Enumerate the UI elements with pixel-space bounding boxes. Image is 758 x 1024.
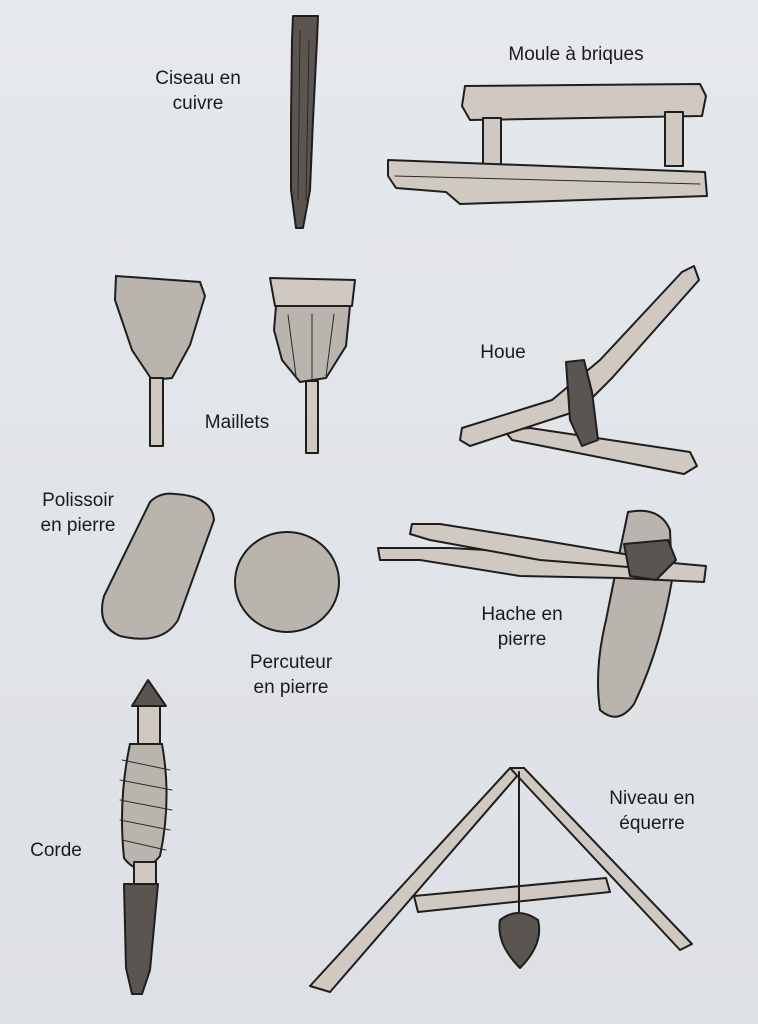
label-axe-line2: pierre [497, 629, 547, 650]
label-hoe-line1: Houe [480, 342, 526, 363]
label-hammerstone-line1: Percuteur [249, 652, 333, 673]
label-hoe [470, 340, 536, 365]
cord [120, 680, 172, 994]
label-mallets-line1: Maillets [204, 412, 270, 433]
label-polisher [22, 488, 134, 538]
label-brick-mould [486, 42, 666, 67]
hoe [460, 266, 699, 474]
label-polisher-line2: en pierre [40, 515, 116, 536]
hammerstone [235, 532, 339, 632]
copper-chisel [291, 16, 318, 228]
label-brick-mould-line1: Moule à briques [508, 44, 644, 65]
label-chisel [138, 66, 258, 116]
label-chisel-line1: Ciseau en [155, 68, 241, 89]
label-axe [466, 602, 578, 652]
label-level-line2: équerre [619, 813, 685, 834]
label-cord-line1: Corde [30, 840, 82, 861]
label-hammerstone-line2: en pierre [253, 677, 329, 698]
label-mallets [190, 410, 284, 435]
label-hammerstone [234, 650, 348, 700]
label-axe-line1: Hache en [481, 604, 563, 625]
label-chisel-line2: cuivre [172, 93, 224, 114]
label-level-line1: Niveau en [609, 788, 695, 809]
label-polisher-line1: Polissoir [42, 490, 114, 511]
label-cord [20, 838, 92, 863]
label-level [594, 786, 710, 836]
brick-mould [388, 84, 707, 204]
